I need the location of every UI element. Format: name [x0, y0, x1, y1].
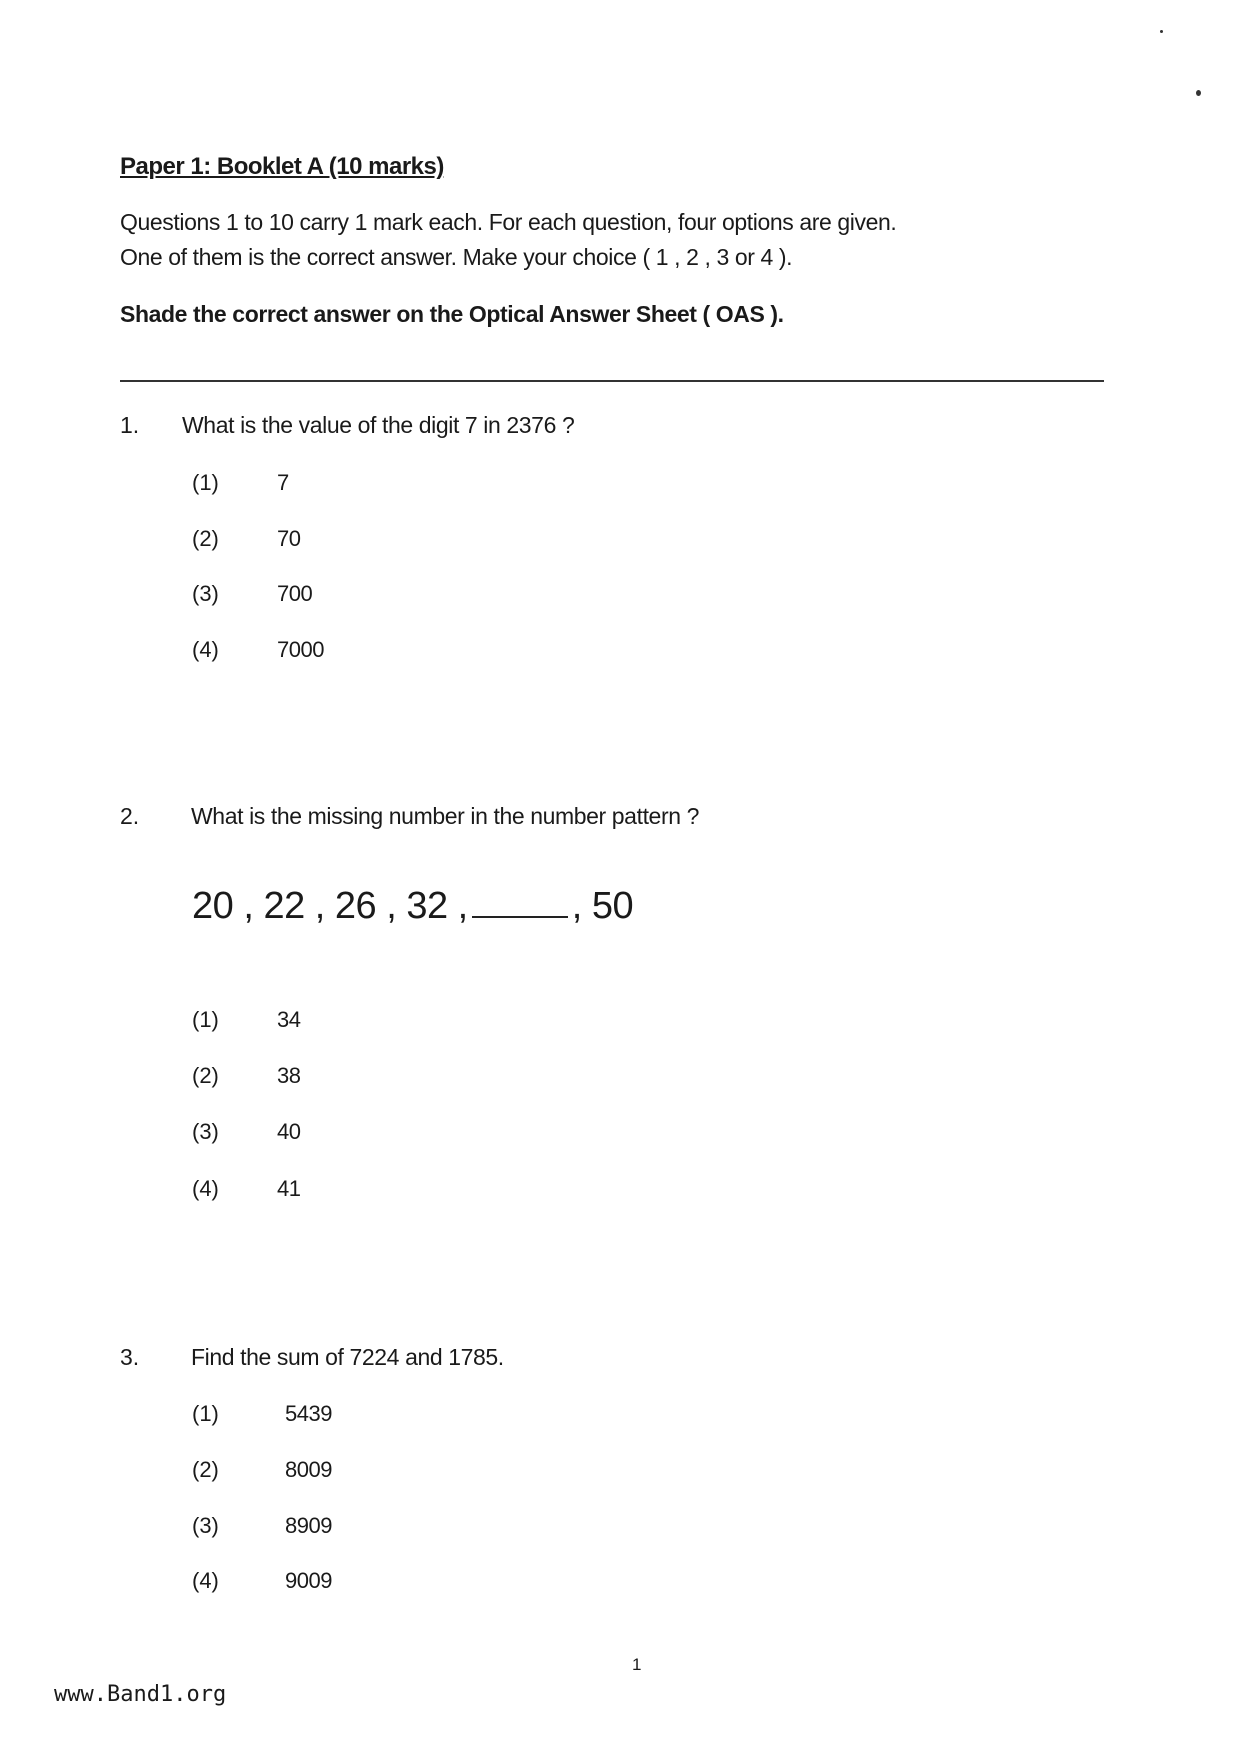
option-label: (3) — [192, 581, 219, 606]
question-text: Find the sum of 7224 and 1785. — [191, 1344, 504, 1370]
pattern-after: , 50 — [571, 885, 634, 927]
option-label: (4) — [192, 637, 219, 662]
instructions-line-2: One of them is the correct answer. Make your choice ( 1 , 2 , 3 or 4 ). — [120, 244, 793, 270]
answer-blank — [472, 916, 568, 918]
shade-instruction: Shade the correct answer on the Optical Answer Sheet ( OAS ). — [120, 301, 784, 327]
question-number: 1. — [120, 412, 140, 438]
option-value: 7000 — [277, 637, 324, 662]
option-label: (3) — [192, 1513, 219, 1538]
option-value: 700 — [277, 581, 313, 606]
page-number: 1 — [632, 1655, 642, 1674]
option-label: (1) — [192, 1401, 219, 1426]
question-text: What is the value of the digit 7 in 2376 ? — [182, 412, 575, 438]
option-value: 34 — [277, 1007, 301, 1032]
instructions-line-1: Questions 1 to 10 carry 1 mark each. For each question, four options are given. — [120, 209, 897, 235]
option-value: 8009 — [285, 1457, 332, 1482]
option-label: (1) — [192, 470, 219, 495]
option-value: 8909 — [285, 1513, 332, 1538]
option-value: 38 — [277, 1063, 301, 1088]
option-value: 7 — [277, 470, 289, 495]
pattern-before: 20 , 22 , 26 , 32 , — [192, 885, 468, 927]
question-number: 3. — [120, 1344, 140, 1370]
option-value: 40 — [277, 1119, 301, 1144]
page-title: Paper 1: Booklet A (10 marks) — [120, 153, 444, 180]
scan-speck — [1196, 90, 1201, 96]
option-label: (3) — [192, 1119, 219, 1144]
option-label: (4) — [192, 1176, 219, 1201]
divider — [120, 380, 1104, 382]
question-text: What is the missing number in the number pattern ? — [191, 803, 699, 829]
scan-speck — [1160, 30, 1163, 33]
option-label: (1) — [192, 1007, 219, 1032]
watermark-url: www.Band1.org — [54, 1682, 227, 1707]
option-label: (2) — [192, 526, 219, 551]
number-pattern — [192, 887, 633, 925]
option-label: (2) — [192, 1063, 219, 1088]
question-number: 2. — [120, 803, 140, 829]
option-value: 70 — [277, 526, 301, 551]
option-label: (2) — [192, 1457, 219, 1482]
option-value: 9009 — [285, 1568, 332, 1593]
option-label: (4) — [192, 1568, 219, 1593]
option-value: 41 — [277, 1176, 301, 1201]
option-value: 5439 — [285, 1401, 332, 1426]
